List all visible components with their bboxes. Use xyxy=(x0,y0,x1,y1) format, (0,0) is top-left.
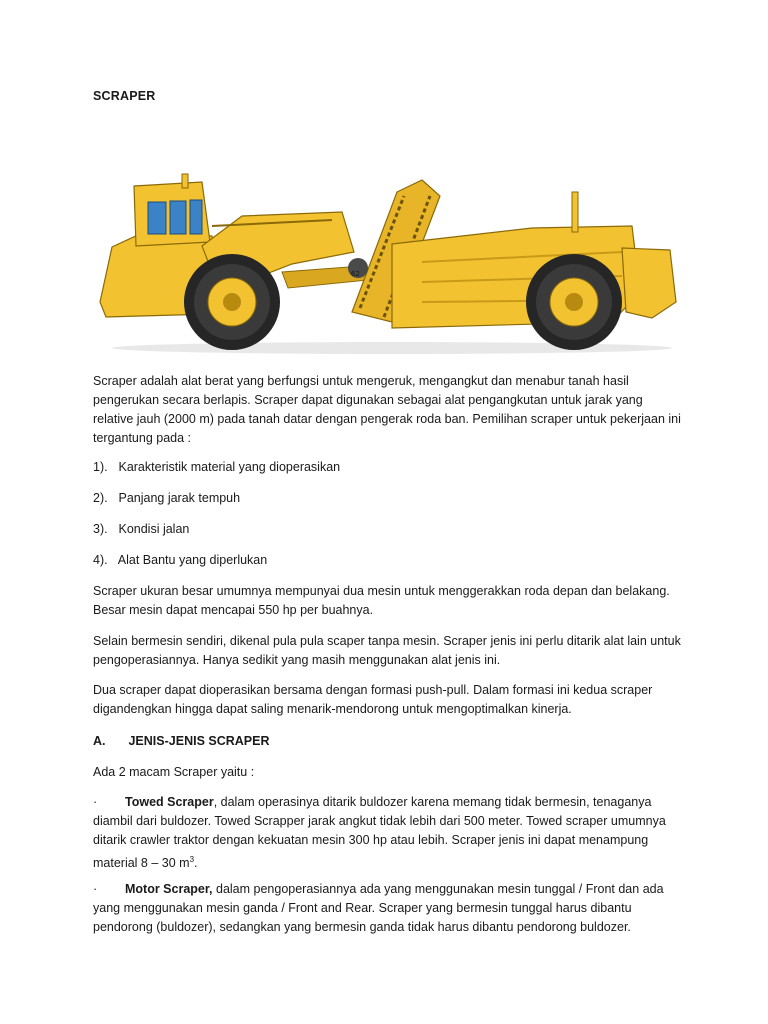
list-item: 4). Alat Bantu yang diperlukan xyxy=(93,553,268,567)
list-item: 1). Karakteristik material yang dioperasikan xyxy=(93,460,341,474)
bullet: · xyxy=(93,795,98,809)
list-item: 2). Panjang jarak tempuh xyxy=(93,491,241,505)
bullet: · xyxy=(93,882,98,896)
motor-scraper-item: · Motor Scraper, dalam pengoperasiannya ada yang menggunakan mesin tunggal / Front dan ada yang menggunakan mesin ganda / Front and Rear. Scraper yang bermesin tunggal harus dibantu pendorong (buldozer), sedangkan yang bermesin ganda tidak harus dibantu pendorong buldozer. xyxy=(93,882,664,934)
list-item: 3). Kondisi jalan xyxy=(93,522,190,536)
scraper-illustration xyxy=(92,152,678,362)
motor-scraper-name: Motor Scraper, xyxy=(125,882,213,896)
types-intro: Ada 2 macam Scraper yaitu : xyxy=(93,765,255,779)
engine-paragraph: Scraper ukuran besar umumnya mempunyai dua mesin untuk menggerakkan roda depan dan belakang. Besar mesin dapat mencapai 550 hp per buahnya. xyxy=(93,584,670,617)
intro-paragraph: Scraper adalah alat berat yang berfungsi untuk mengeruk, mengangkut dan menabur tanah hasil pengerukan secara berlapis. Scraper dapat digunakan sebagai alat pengangkutan untuk jarak yang relative jauh (2000 m) pada tanah datar dengan pengerak roda ban. Pemilihan scraper untuk pekerjaan ini tergantung pada : xyxy=(93,374,681,445)
towed-scraper-name: Towed Scraper xyxy=(125,795,214,809)
towless-paragraph: Selain bermesin sendiri, dikenal pula pula scaper tanpa mesin. Scraper jenis ini perlu ditarik alat lain untuk pengoperasiannya. Hanya sedikit yang masih menggunakan alat jenis ini. xyxy=(93,634,681,667)
figure-number-label: 62 xyxy=(351,270,360,278)
page-title: SCRAPER xyxy=(93,89,156,103)
section-heading: A. JENIS-JENIS SCRAPER xyxy=(93,734,270,748)
push-pull-paragraph: Dua scraper dapat dioperasikan bersama dengan formasi push-pull. Dalam formasi ini kedua scraper digandengkan hingga dapat saling menarik-mendorong untuk mengoptimalkan kinerja. xyxy=(93,683,653,716)
towed-scraper-item: · Towed Scraper, dalam operasinya ditarik buldozer karena memang tidak bermesin, tenaganya diambil dari buldozer. Towed Scrapper jarak angkut tidak lebih dari 500 meter. Towed scraper umumnya ditarik crawler traktor dengan kekuatan mesin 300 hp atau lebih. Scraper jenis ini dapat menampung material 8 – 30 $m^3$. xyxy=(93,795,666,871)
